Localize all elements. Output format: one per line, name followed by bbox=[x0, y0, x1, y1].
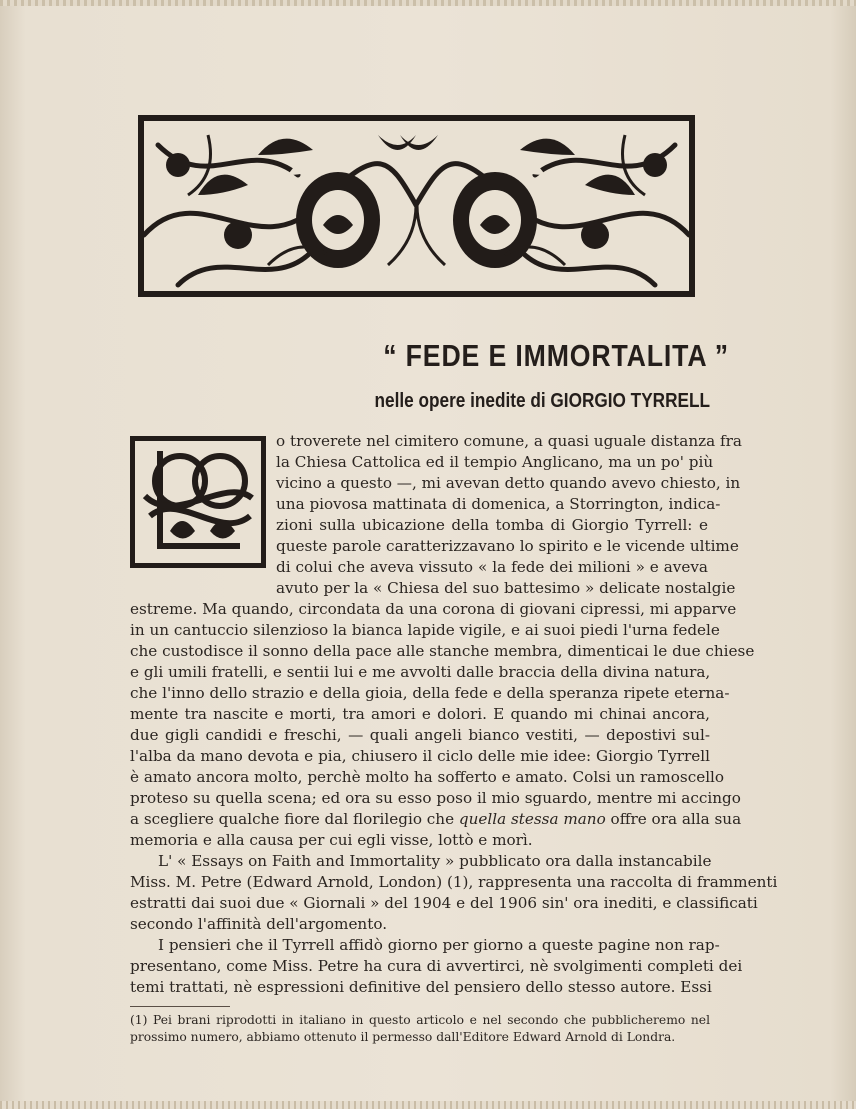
body-line: presentano, come Miss. Petre ha cura di avvertirci, nè svolgimenti completi dei bbox=[130, 957, 743, 975]
footnote-line: prossimo numero, abbiamo ottenuto il permesso dall'Editore Edward Arnold di Londra. bbox=[130, 1030, 676, 1044]
body-line: l'alba da mano devota e pia, chiusero il ciclo delle mie idee: Giorgio Tyrrell bbox=[130, 747, 710, 765]
body-line: proteso su quella scena; ed ora su esso poso il mio sguardo, mentre mi accingo bbox=[130, 789, 741, 807]
body-line: queste parole caratterizzavano lo spirito e le vicende ultime bbox=[276, 537, 739, 555]
body-line: e gli umili fratelli, e sentii lui e me avvolti dalle braccia della divina natura, bbox=[130, 663, 711, 681]
top-deckle-edge bbox=[0, 0, 856, 6]
body-line: che custodisce il sonno della pace alle stanche membra, dimenticai le due chiese bbox=[130, 642, 755, 660]
body-line: è amato ancora molto, perchè molto ha sofferto e amato. Colsi un ramoscello bbox=[130, 768, 725, 786]
body-line: estratti dai suoi due « Giornali » del 1904 e del 1906 sin' ora inediti, e classificati bbox=[130, 894, 758, 912]
body-line: che l'inno dello strazio e della gioia, della fede e della speranza ripete eterna- bbox=[130, 684, 730, 702]
body-line: I pensieri che il Tyrrell affidò giorno per giorno a queste pagine non rap- bbox=[158, 936, 720, 954]
ornamental-banner-illustration bbox=[138, 115, 695, 297]
body-line: una piovosa mattinata di domenica, a Storrington, indica- bbox=[276, 495, 721, 513]
footnote-line: (1) Pei brani riprodotti in italiano in questo articolo e nel secondo che pubblicheremo nel bbox=[130, 1013, 710, 1027]
body-line: estreme. Ma quando, circondata da una corona di giovani cipressi, mi apparve bbox=[130, 600, 737, 618]
article-subtitle: nelle opere inedite di GIORGIO TYRRELL bbox=[374, 390, 710, 412]
body-line: in un cantuccio silenzioso la bianca lapide vigile, e ai suoi piedi l'urna fedele bbox=[130, 621, 720, 639]
bottom-deckle-edge bbox=[0, 1101, 856, 1109]
body-line: o troverete nel cimitero comune, a quasi uguale distanza fra bbox=[276, 432, 742, 450]
body-line: la Chiesa Cattolica ed il tempio Anglicano, ma un po' più bbox=[276, 453, 714, 471]
body-line: avuto per la « Chiesa del suo battesimo » delicate nostalgie bbox=[276, 579, 736, 597]
body-line: due gigli candidi e freschi, — quali angeli bianco vestiti, — depostivi sul- bbox=[130, 726, 710, 744]
article-title: “ FEDE E IMMORTALITA ” bbox=[383, 338, 729, 373]
italic-phrase: quella stessa mano bbox=[458, 810, 606, 828]
body-line: vicino a questo —, mi avevan detto quando avevo chiesto, in bbox=[276, 474, 741, 492]
body-line: zioni sulla ubicazione della tomba di Giorgio Tyrrell: e bbox=[276, 516, 708, 534]
body-line: di colui che aveva vissuto « la fede dei milioni » e aveva bbox=[276, 558, 708, 576]
body-line: L' « Essays on Faith and Immortality » pubblicato ora dalla instancabile bbox=[158, 852, 712, 870]
body-line: memoria e alla causa per cui egli visse, lottò e morì. bbox=[130, 831, 533, 849]
body-line: Miss. M. Petre (Edward Arnold, London) (1), rappresenta una raccolta di frammenti bbox=[130, 873, 778, 891]
body-line-mixed bbox=[130, 810, 742, 829]
body-line: temi trattati, nè espressioni definitive del pensiero dello stesso autore. Essi bbox=[130, 978, 712, 996]
decorated-initial-l bbox=[130, 436, 266, 568]
body-line: secondo l'affinità dell'argomento. bbox=[130, 915, 388, 933]
body-line: mente tra nascite e morti, tra amori e dolori. E quando mi chinai ancora, bbox=[130, 705, 710, 723]
body-text-segment: a scegliere qualche fiore dal florilegio che bbox=[130, 810, 455, 828]
footnote-divider bbox=[130, 1006, 230, 1007]
body-text-segment: offre ora alla sua bbox=[610, 810, 742, 828]
